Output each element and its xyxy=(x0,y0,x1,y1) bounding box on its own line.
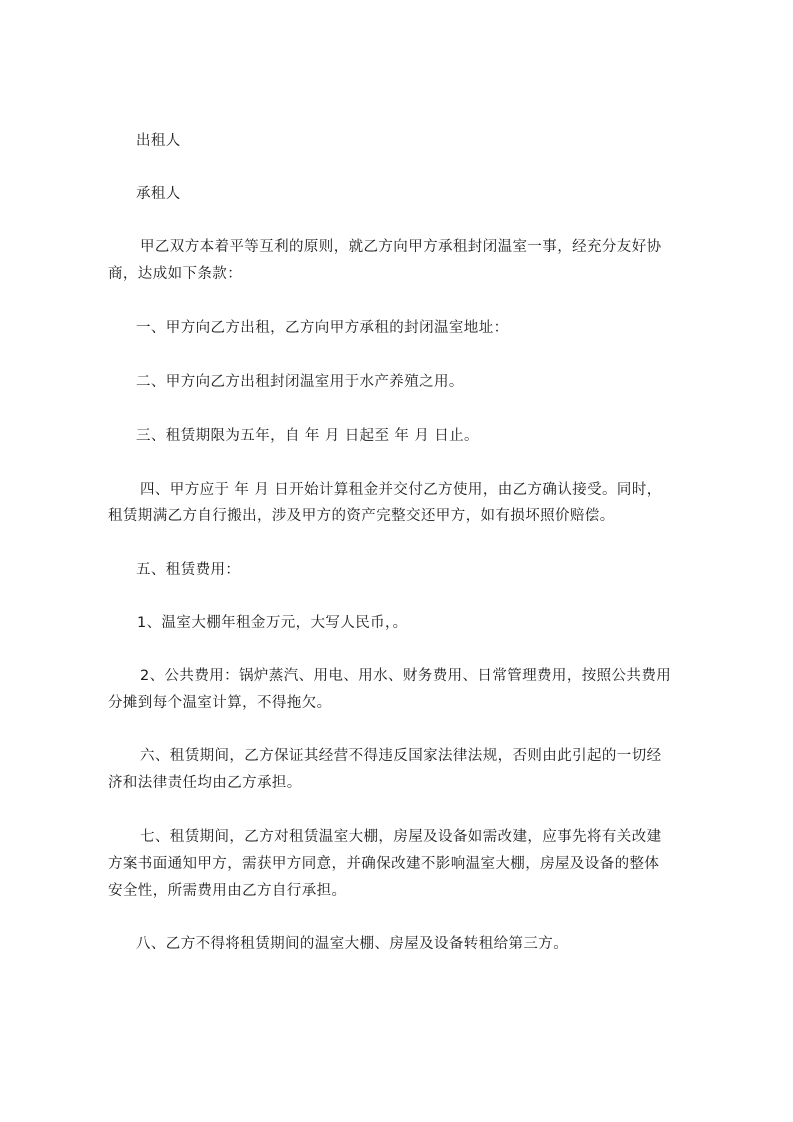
lessee-label: 承租人 xyxy=(136,186,181,202)
clause-6-line-2: 济和法律责任均由乙方承担。 xyxy=(108,775,302,791)
clause-7-line-2: 方案书面通知甲方，需获甲方同意，并确保改建不影响温室大棚，房屋及设备的整体 xyxy=(108,856,660,872)
clause-8: 八、乙方不得将租赁期间的温室大棚、房屋及设备转租给第三方。 xyxy=(136,936,569,952)
clause-2: 二、甲方向乙方出租封闭温室用于水产养殖之用。 xyxy=(136,374,464,390)
clause-7-line-1: 七、租赁期间，乙方对租赁温室大棚，房屋及设备如需改建，应事先将有关改建 xyxy=(140,829,662,845)
clause-5-heading: 五、租赁费用： xyxy=(136,562,241,578)
clause-4-line-2: 租赁期满乙方自行搬出，涉及甲方的资产完整交还甲方，如有损坏照价赔偿。 xyxy=(108,508,615,524)
clause-7-line-3: 安全性，所需费用由乙方自行承担。 xyxy=(108,883,347,899)
clause-5-item-1: 1、温室大棚年租金万元，大写人民币，。 xyxy=(137,615,408,631)
preamble-line-2: 商，达成如下条款： xyxy=(108,266,243,282)
preamble-line-1: 甲乙双方本着平等互利的原则，就乙方向甲方承租封闭温室一事，经充分友好协 xyxy=(140,239,662,255)
clause-3: 三、租赁期限为五年，自 年 月 日起至 年 月 日止。 xyxy=(136,428,479,444)
clause-1: 一、甲方向乙方出租，乙方向甲方承租的封闭温室地址： xyxy=(136,320,509,336)
clause-4-line-1: 四、甲方应于 年 月 日开始计算租金并交付乙方使用，由乙方确认接受。同时， xyxy=(140,482,662,498)
clause-5-item-2-line-1: 2、公共费用：锅炉蒸汽、用电、用水、财务费用、日常管理费用，按照公共费用 xyxy=(140,668,672,684)
clause-5-item-2-line-2: 分摊到每个温室计算，不得拖欠。 xyxy=(108,695,332,711)
clause-6-line-1: 六、租赁期间，乙方保证其经营不得违反国家法律法规，否则由此引起的一切经 xyxy=(140,748,662,764)
lessor-label: 出租人 xyxy=(136,133,181,149)
